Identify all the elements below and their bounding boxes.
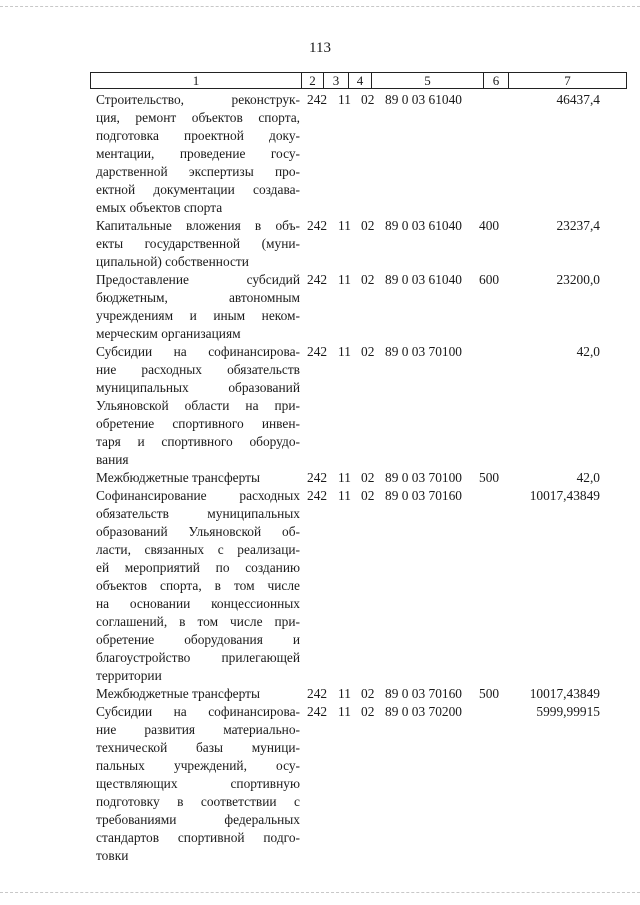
cell-col-6: 500 bbox=[479, 686, 500, 701]
table-header bbox=[90, 72, 627, 89]
cell-col-7: 23200,0 bbox=[556, 272, 600, 287]
cell-col-7: 10017,43849 bbox=[529, 488, 600, 503]
header-col-6: 6 bbox=[484, 73, 509, 88]
row-description-line: ектной документации создава- bbox=[96, 182, 300, 197]
cell-col-4: 02 bbox=[361, 488, 375, 503]
table-row bbox=[0, 91, 640, 217]
cell-col-4: 02 bbox=[361, 470, 375, 485]
cell-col-5: 89 0 03 70160 bbox=[385, 686, 462, 701]
cell-col-7: 42,0 bbox=[576, 470, 600, 485]
row-description-line: учреждениям и иным неком- bbox=[96, 308, 300, 323]
row-description-line: Софинансирование расходных bbox=[96, 488, 300, 503]
header-col-1: 1 bbox=[91, 73, 302, 88]
cell-col-5: 89 0 03 61040 bbox=[385, 92, 462, 107]
row-description-line: подготовку в соответствии с bbox=[96, 794, 300, 809]
row-description-line: требованиями федеральных bbox=[96, 812, 300, 827]
cell-col-2: 242 bbox=[307, 686, 328, 701]
cell-col-4: 02 bbox=[361, 704, 375, 719]
cell-col-2: 242 bbox=[307, 470, 328, 485]
row-description-line: пальных учреждений, осу- bbox=[96, 758, 300, 773]
row-description-line: на основании концессионных bbox=[96, 596, 300, 611]
row-description-line: Межбюджетные трансферты bbox=[96, 470, 260, 485]
cell-col-5: 89 0 03 70100 bbox=[385, 344, 462, 359]
row-description-line: соглашений, в том числе при- bbox=[96, 614, 300, 629]
row-description-line: Капитальные вложения в объ- bbox=[96, 218, 300, 233]
row-description-line: товки bbox=[96, 848, 129, 863]
row-description-line: ществляющих спортивную bbox=[96, 776, 300, 791]
row-description-line: Строительство, реконструк- bbox=[96, 92, 300, 107]
cell-col-6: 500 bbox=[479, 470, 500, 485]
cell-col-5: 89 0 03 61040 bbox=[385, 272, 462, 287]
row-description-line: бюджетным, автономным bbox=[96, 290, 300, 305]
cell-col-7: 42,0 bbox=[576, 344, 600, 359]
cell-col-5: 89 0 03 70200 bbox=[385, 704, 462, 719]
table-row bbox=[0, 469, 640, 487]
row-description-line: подготовка проектной доку- bbox=[96, 128, 300, 143]
cell-col-6: 600 bbox=[479, 272, 500, 287]
cell-col-7: 46437,4 bbox=[556, 92, 600, 107]
cell-col-5: 89 0 03 61040 bbox=[385, 218, 462, 233]
row-description-line: мерческим организациям bbox=[96, 326, 241, 341]
table-row bbox=[0, 271, 640, 343]
row-description-line: Субсидии на софинансирова- bbox=[96, 344, 300, 359]
row-description-line: ей мероприятий по созданию bbox=[96, 560, 300, 575]
header-col-7: 7 bbox=[564, 73, 571, 88]
row-description-line: технической базы муници- bbox=[96, 740, 300, 755]
row-description-line: Межбюджетные трансферты bbox=[96, 686, 260, 701]
cell-col-3: 11 bbox=[338, 488, 351, 503]
row-description-line: дарственной экспертизы про- bbox=[96, 164, 300, 179]
row-description-line: стандартов спортивной подго- bbox=[96, 830, 300, 845]
row-description-line: Субсидии на софинансирова- bbox=[96, 704, 300, 719]
cell-col-5: 89 0 03 70100 bbox=[385, 470, 462, 485]
table-row bbox=[0, 487, 640, 685]
row-description-line: ципальной) собственности bbox=[96, 254, 249, 269]
table-row bbox=[0, 685, 640, 703]
cell-col-5: 89 0 03 70160 bbox=[385, 488, 462, 503]
cell-col-3: 11 bbox=[338, 218, 351, 233]
table-row bbox=[0, 343, 640, 469]
cell-col-7: 5999,99915 bbox=[536, 704, 600, 719]
cell-col-3: 11 bbox=[338, 686, 351, 701]
table-row bbox=[0, 217, 640, 271]
row-description-line: таря и спортивного оборудо- bbox=[96, 434, 300, 449]
cell-col-6: 400 bbox=[479, 218, 500, 233]
row-description-line: вания bbox=[96, 452, 129, 467]
row-description-line: благоустройство прилегающей bbox=[96, 650, 300, 665]
cell-col-7: 10017,43849 bbox=[529, 686, 600, 701]
row-description-line: территории bbox=[96, 668, 162, 683]
cell-col-3: 11 bbox=[338, 704, 351, 719]
cell-col-3: 11 bbox=[338, 272, 351, 287]
row-description-line: обязательств муниципальных bbox=[96, 506, 300, 521]
row-description-line: ция, ремонт объектов спорта, bbox=[96, 110, 300, 125]
cell-col-4: 02 bbox=[361, 272, 375, 287]
header-col-5: 5 bbox=[372, 73, 484, 88]
cell-col-3: 11 bbox=[338, 470, 351, 485]
row-description-line: Ульяновской области на при- bbox=[96, 398, 300, 413]
cell-col-2: 242 bbox=[307, 704, 328, 719]
cell-col-2: 242 bbox=[307, 92, 328, 107]
row-description-line: ние расходных обязательств bbox=[96, 362, 300, 377]
cell-col-4: 02 bbox=[361, 344, 375, 359]
cell-col-7: 23237,4 bbox=[556, 218, 600, 233]
row-description-line: обретение спортивного инвен- bbox=[96, 416, 300, 431]
header-col-2: 2 bbox=[302, 73, 324, 88]
page-number: 113 bbox=[309, 40, 331, 56]
cell-col-4: 02 bbox=[361, 92, 375, 107]
table-row bbox=[0, 703, 640, 865]
scan-edge-bottom bbox=[0, 892, 640, 893]
row-description-line: образований Ульяновской об- bbox=[96, 524, 300, 539]
cell-col-2: 242 bbox=[307, 344, 328, 359]
row-description-line: емых объектов спорта bbox=[96, 200, 223, 215]
row-description-line: муниципальных образований bbox=[96, 380, 300, 395]
row-description-line: обретение оборудования и bbox=[96, 632, 300, 647]
cell-col-4: 02 bbox=[361, 218, 375, 233]
row-description-line: Предоставление субсидий bbox=[96, 272, 300, 287]
header-col-3: 3 bbox=[324, 73, 349, 88]
cell-col-4: 02 bbox=[361, 686, 375, 701]
cell-col-2: 242 bbox=[307, 272, 328, 287]
scan-edge-top bbox=[0, 6, 640, 7]
cell-col-3: 11 bbox=[338, 344, 351, 359]
cell-col-3: 11 bbox=[338, 92, 351, 107]
header-col-4: 4 bbox=[349, 73, 372, 88]
row-description-line: ментации, проведение госу- bbox=[96, 146, 300, 161]
row-description-line: объектов спорта, в том числе bbox=[96, 578, 300, 593]
row-description-line: ласти, связанных с реализаци- bbox=[96, 542, 300, 557]
row-description-line: ние развития материально- bbox=[96, 722, 300, 737]
row-description-line: екты государственной (муни- bbox=[96, 236, 300, 251]
cell-col-2: 242 bbox=[307, 218, 328, 233]
table-body bbox=[0, 91, 640, 865]
cell-col-2: 242 bbox=[307, 488, 328, 503]
